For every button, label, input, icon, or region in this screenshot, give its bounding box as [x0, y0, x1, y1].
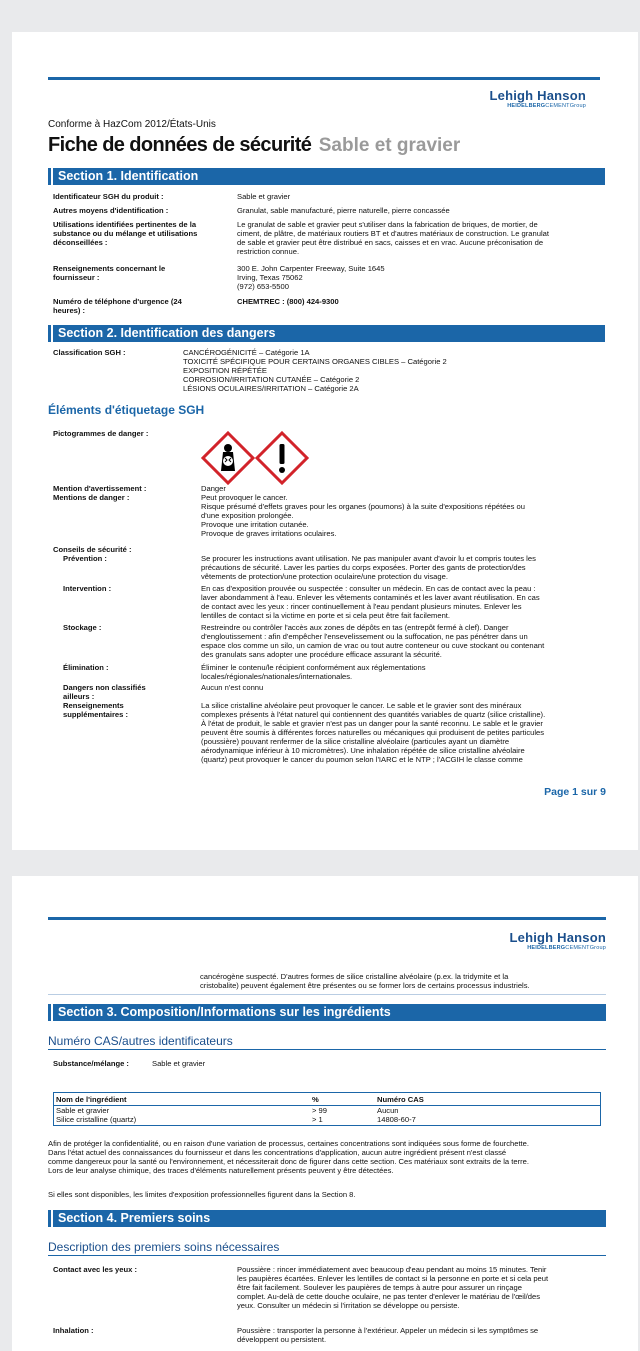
col-header-name: Nom de l'ingrédient: [56, 1095, 127, 1104]
section-2-header: Section 2. Identification des dangers: [53, 325, 605, 342]
company-logo: Lehigh Hanson HEIDELBERGCEMENTGroup: [489, 88, 586, 109]
hazard-pictograms: [201, 431, 311, 485]
divider: [48, 994, 606, 995]
substance-value: Sable et gravier: [152, 1059, 206, 1068]
col-header-cas: Numéro CAS: [377, 1095, 424, 1104]
top-rule: [48, 917, 606, 920]
divider: [48, 1255, 606, 1256]
continuation-text: cancérogène suspecté. D'autres formes de silice cristalline alvéolaire (p.ex. la tridymite et la cristobalite) peuvent également être présentes ou se former lors de certains processus industriels.: [200, 972, 530, 990]
table-cell: Sable et gravier: [56, 1106, 110, 1115]
document-title: Fiche de données de sécurité: [48, 134, 312, 156]
disposal-label: Élimination :: [63, 663, 109, 672]
storage-label: Stockage :: [63, 623, 102, 632]
inhalation-value: Poussière : transporter la personne à l'extérieur. Appeler un médecin si les symptômes se développent ou persistent.: [237, 1326, 539, 1344]
intervention-value: En cas d'exposition prouvée ou suspectée : consulter un médecin. En cas de contact avec la peau : laver abondamment à l'eau. Enlever les vêtements contaminés et les laver avant réutilisation. En cas de contact avec les yeux : rincer continuellement à l'eau pendant plusieurs minutes. Enlever les lentilles de contact si la victime en porte et si cela peut être fait facilement.: [201, 584, 540, 620]
row-label: Utilisations identifiées pertinentes de la substance ou du mélange et utilisations déconseillées :: [53, 220, 198, 247]
row-value: Granulat, sable manufacturé, pierre naturelle, pierre concassée: [237, 206, 450, 215]
row-label: Renseignements concernant le fournisseur :: [53, 264, 166, 282]
sds-page-1: [12, 32, 638, 850]
compliance-note: Conforme à HazCom 2012/États-Unis: [48, 119, 216, 130]
supplementary-value: La silice cristalline alvéolaire peut provoquer le cancer. Le sable et le gravier sont des minéraux complexes présents à l'état naturel qui contiennent des quantités variables de quartz (silice cristalline). À l'état de produit, le sable et gravier n'est pas un danger pour la santé reconnu. Le sable et le gravier peuvent être soumis à différentes forces naturelles ou mécaniques qui produisent de petites particules (poussière) pouvant renfermer de la silice cristalline alvéolaire (particules ayant un diamètre aérodynamique inférieur à 10 micromètres). Une inhalation répétée de silice cristalline alvéolaire (quartz) peut provoquer le cancer du poumon selon l'IARC et le NTP ; l'ACGIH le classe comme: [201, 701, 546, 764]
company-logo: Lehigh Hanson HEIDELBERGCEMENTGroup: [509, 930, 606, 951]
row-value: CHEMTREC : (800) 424-9300: [237, 297, 339, 306]
supplementary-label: Renseignements supplémentaires :: [63, 701, 128, 719]
section-1-header: Section 1. Identification: [53, 168, 605, 185]
divider: [48, 1049, 606, 1050]
table-cell: 14808-60-7: [377, 1115, 416, 1124]
eye-contact-label: Contact avec les yeux :: [53, 1265, 137, 1274]
inhalation-label: Inhalation :: [53, 1326, 94, 1335]
classification-label: Classification SGH :: [53, 348, 126, 357]
section-4-header: Section 4. Premiers soins: [53, 1210, 606, 1227]
substance-label: Substance/mélange :: [53, 1059, 129, 1068]
disposal-value: Éliminer le contenu/le récipient conformément aux réglementations locales/régionales/nationales/internationales.: [201, 663, 426, 681]
page-title: [48, 134, 460, 157]
page-number: Page 1 sur 9: [544, 786, 606, 798]
exclamation-pictogram: [257, 433, 307, 483]
classification-value: CANCÉROGÉNICITÉ – Catégorie 1A TOXICITÉ SPÉCIFIQUE POUR CERTAINS ORGANES CIBLES – Catégorie 2 EXPOSITION RÉPÉTÉE CORROSION/IRRITATION CUTANÉE – Catégorie 2 LÉSIONS OCULAIRES/IRRITATION – Catégorie 2A: [183, 348, 447, 393]
signal-label: Mention d'avertissement : Mentions de danger :: [53, 484, 147, 502]
first-aid-heading: Description des premiers soins nécessaires: [48, 1240, 280, 1254]
top-rule: [48, 77, 600, 80]
sds-page-2: [12, 876, 638, 1351]
ingredients-table: [53, 1092, 601, 1126]
row-label: Numéro de téléphone d'urgence (24 heures) :: [53, 297, 182, 315]
signal-value: Danger Peut provoquer le cancer. Risque présumé d'effets graves pour les organes (poumons) à la suite d'expositions répétées ou d'une exposition prolongée. Provoque une irritation cutanée. Provoque de graves irritations oculaires.: [201, 484, 525, 538]
health-hazard-pictogram: [201, 431, 311, 485]
product-name: Sable et gravier: [318, 135, 461, 156]
composition-note: Afin de protéger la confidentialité, ou en raison d'une variation de processus, certaines concentrations sont indiquées sous forme de fourchette. Dans l'état actuel des connaissances du fournisseur et dans les concentrations d'application, aucun autre ingrédient présent n'est classé comme dangereux pour la santé ou l'environnement, et nécessiterait donc de figurer dans cette section. Ces matériaux sont extraits de la terre. Lors de leur analyse chimique, des traces d'éléments naturellement présents peuvent y être détectées.: [48, 1139, 529, 1175]
prevention-label: Prévention :: [63, 554, 107, 563]
table-cell: > 1: [312, 1115, 323, 1124]
row-value: Le granulat de sable et gravier peut s'utiliser dans la fabrication de briques, de mortier, de ciment, de plâtre, de matériaux routiers BT et d'autres matériaux de construction. Le granulat de sable et gravier peut être distribué en sacs, caisses et en vrac. Aucune préconisation de restriction connue.: [237, 220, 549, 256]
row-label: Identificateur SGH du produit :: [53, 192, 164, 201]
cas-heading: Numéro CAS/autres identificateurs: [48, 1034, 233, 1048]
col-header-percent: %: [312, 1095, 319, 1104]
storage-value: Restreindre ou contrôler l'accès aux zones de dépôts en tas (entrepôt fermé à clef). Danger d'engloutissement : afin d'empêcher l'ensevelissement ou la suffocation, ne pas pénétrer dans un espace clos comme un silo, un camion de vrac ou tout autre conteneur ou cuve stockant ou contenant des granulats sans adopter une procédure efficace assurant la sécurité.: [201, 623, 545, 659]
prevention-value: Se procurer les instructions avant utilisation. Ne pas manipuler avant d'avoir lu et compris toutes les précautions de sécurité. Laver les parties du corps exposées. Porter des gants de protection/des vêtements de protection/une protection oculaire/une protection du visage.: [201, 554, 536, 581]
exposure-note: Si elles sont disponibles, les limites d'exposition professionnelles figurent dans la Section 8.: [48, 1190, 356, 1199]
advice-label: Conseils de sécurité :: [53, 545, 132, 554]
section-3-header: Section 3. Composition/Informations sur les ingrédients: [53, 1004, 606, 1021]
eye-contact-value: Poussière : rincer immédiatement avec beaucoup d'eau pendant au moins 15 minutes. Tenir les paupières écartées. Enlever les lentilles de contact si la personne en porte et si cela peut être fait facilement. Soulever les paupières de temps à autre pour assurer un rinçage complet. Au-delà de cette douche oculaire, ne pas tenter d'enlever le matériau de l'œil/des yeux. Consulter un médecin si l'irritation se développe ou persiste.: [237, 1265, 549, 1310]
row-value: Sable et gravier: [237, 192, 291, 201]
pictograms-label: Pictogrammes de danger :: [53, 429, 149, 438]
other-hazards-label: Dangers non classifiés ailleurs :: [63, 683, 146, 701]
table-cell: Silice cristalline (quartz): [56, 1115, 137, 1124]
row-value: 300 E. John Carpenter Freeway, Suite 1645 Irving, Texas 75062 (972) 653-5500: [237, 264, 385, 291]
table-cell: > 99: [312, 1106, 327, 1115]
label-elements-heading: Éléments d'étiquetage SGH: [48, 403, 205, 417]
table-cell: Aucun: [377, 1106, 399, 1115]
row-label: Autres moyens d'identification :: [53, 206, 169, 215]
other-hazards-value: Aucun n'est connu: [201, 683, 264, 692]
intervention-label: Intervention :: [63, 584, 112, 593]
